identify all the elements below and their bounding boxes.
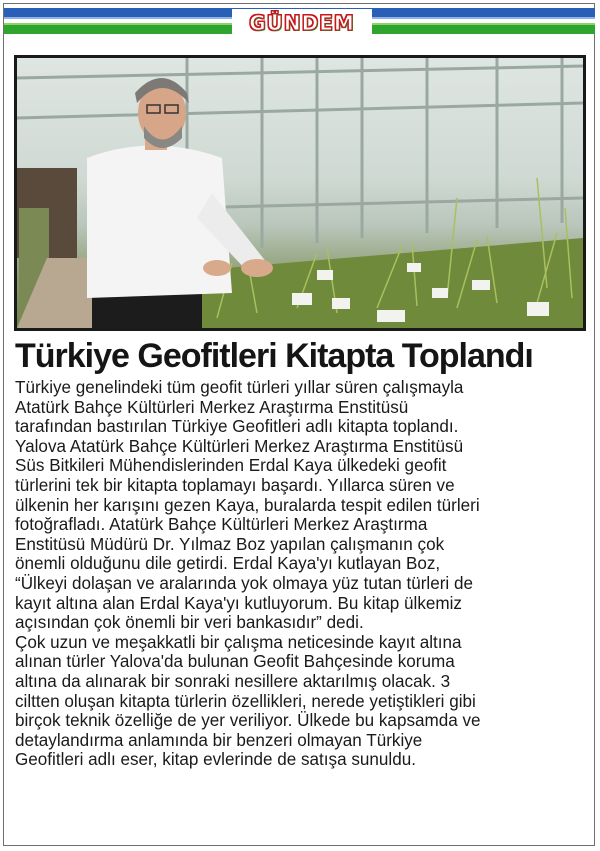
body-line: Geofitleri adlı eser, kitap evlerinde de satışa sunuldu. — [15, 750, 416, 770]
body-line: açısından çok önemli bir veri bankasıdır” dedi. — [15, 613, 364, 633]
greenhouse-photo-illustration — [17, 58, 583, 328]
body-line: altına da alınarak bir sonraki nesillere aktarılmış olacak. 3 — [15, 671, 451, 691]
section-header — [4, 4, 595, 38]
body-line: Türkiye genelindeki tüm geofit türleri yıllar süren çalışmayla — [15, 378, 464, 397]
article-headline: Türkiye Geofitleri Kitapta Toplandı — [15, 337, 533, 375]
body-line: fotoğrafladı. Atatürk Bahçe Kültürleri Merkez Araştırma — [15, 515, 428, 535]
body-line: tarafından bastırılan Türkiye Geofitleri adlı kitapta toplandı. — [15, 417, 459, 437]
body-line: kayıt altına alan Erdal Kaya'yı kutluyorum. Bu kitap ülkemiz — [15, 593, 462, 613]
body-line: Yalova Atatürk Bahçe Kültürleri Merkez Araştırma Enstitüsü — [15, 436, 464, 456]
body-line: Enstitüsü Müdürü Dr. Yılmaz Boz yapılan çalışmanın çok — [15, 534, 445, 554]
article-photo — [14, 55, 586, 331]
body-line: birçok teknik özelliğe de yer veriliyor. Ülkede bu kapsamda ve — [15, 711, 481, 731]
body-line: Çok uzun ve meşakkatli bir çalışma neticesinde kayıt altına — [15, 632, 462, 652]
body-line: detaylandırma anlamında bir benzeri olmayan Türkiye — [15, 730, 423, 750]
body-line: Süs Bitkileri Mühendislerinden Erdal Kaya ülkedeki geofit — [15, 456, 447, 476]
body-line: ciltten oluşan kitapta türlerin özellikleri, nerede yetiştikleri gibi — [15, 691, 476, 711]
section-label: GÜNDEM — [249, 10, 355, 35]
body-line: “Ülkeyi dolaşan ve aralarında yok olmaya yüz tutan türleri de — [15, 573, 473, 593]
body-line: alınan türler Yalova'da bulunan Geofit Bahçesinde koruma — [15, 652, 455, 672]
body-line: ülkenin her karışını gezen Kaya, buralarda tespit edilen türleri — [15, 495, 480, 515]
body-line: Atatürk Bahçe Kültürleri Merkez Araştırma Enstitüsü — [15, 397, 409, 417]
section-label-box — [232, 9, 372, 36]
article-body — [15, 378, 590, 770]
body-line: türlerini tek bir kitapta toplamayı başardı. Yıllarca süren ve — [15, 475, 455, 495]
body-line: önemli olduğunu dile getirdi. Erdal Kaya'yı kutlayan Boz, — [15, 554, 441, 574]
